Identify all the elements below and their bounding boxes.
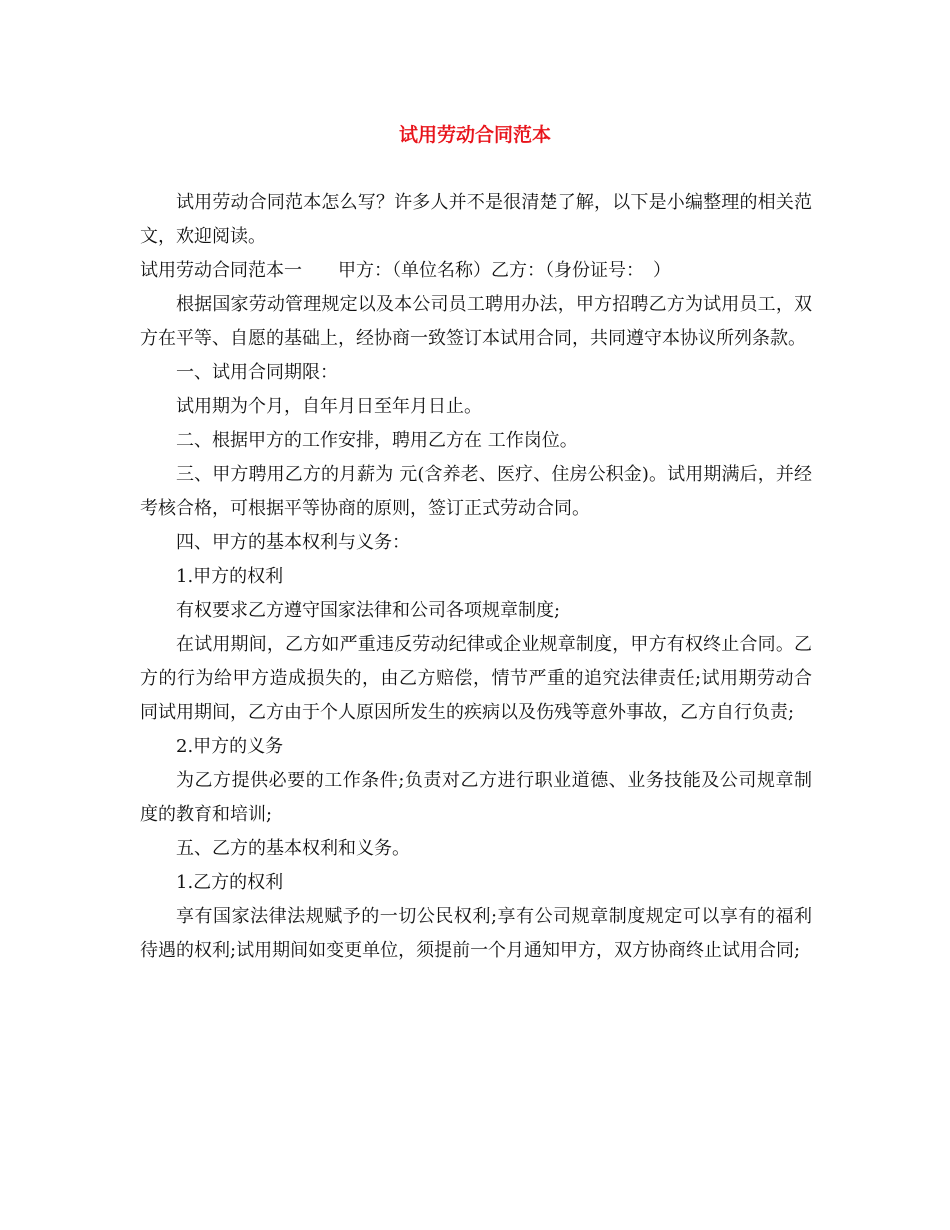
party-a-rights-heading: 1.甲方的权利 xyxy=(176,566,284,587)
section-3-paragraph: 三、甲方聘用乙方的月薪为 元(含养老、医疗、住房公积金)。试用期满后，并经考核合格，可根据平等协商的原则，签订正式劳动合同。 xyxy=(140,464,812,519)
party-b-rights-paragraph: 享有国家法律法规赋予的一切公民权利;享有公司规章制度规定可以享有的福利待遇的权利;试用期间如变更单位，须提前一个月通知甲方，双方协商终止试用合同; xyxy=(140,906,812,961)
trial-period-paragraph: 试用期为个月，自年月日至年月日止。 xyxy=(176,396,482,417)
document-body xyxy=(140,186,812,968)
preamble-paragraph: 根据国家劳动管理规定以及本公司员工聘用办法，甲方招聘乙方为试用员工，双方在平等、自愿的基础上，经协商一致签订本试用合同，共同遵守本协议所列条款。 xyxy=(140,294,812,349)
section-4-heading: 四、甲方的基本权利与义务： xyxy=(176,532,410,553)
intro-paragraph: 试用劳动合同范本怎么写？许多人并不是很清楚了解，以下是小编整理的相关范文，欢迎阅读。 xyxy=(140,192,812,247)
party-a-duties-heading: 2.甲方的义务 xyxy=(176,736,284,757)
party-a-rights-paragraph-1: 有权要求乙方遵守国家法律和公司各项规章制度; xyxy=(176,600,561,621)
party-a-rights-paragraph-2: 在试用期间，乙方如严重违反劳动纪律或企业规章制度，甲方有权终止合同。乙方的行为给甲方造成损失的，由乙方赔偿，情节严重的追究法律责任;试用期劳动合同试用期间，乙方由于个人原因所发生的疾病以及伤残等意外事故，乙方自行负责; xyxy=(140,634,812,723)
contract-header-line: 试用劳动合同范本一 甲方：（单位名称）乙方：（身份证号： ） xyxy=(140,260,671,281)
party-a-duties-paragraph: 为乙方提供必要的工作条件;负责对乙方进行职业道德、业务技能及公司规章制度的教育和培训; xyxy=(140,770,812,825)
party-b-rights-heading: 1.乙方的权利 xyxy=(176,872,284,893)
section-2-paragraph: 二、根据甲方的工作安排，聘用乙方在 工作岗位。 xyxy=(176,430,578,451)
section-5-heading: 五、乙方的基本权利和义务。 xyxy=(176,838,410,859)
section-1-heading: 一、试用合同期限： xyxy=(176,362,338,383)
document-title: 试用劳动合同范本 xyxy=(398,124,551,146)
